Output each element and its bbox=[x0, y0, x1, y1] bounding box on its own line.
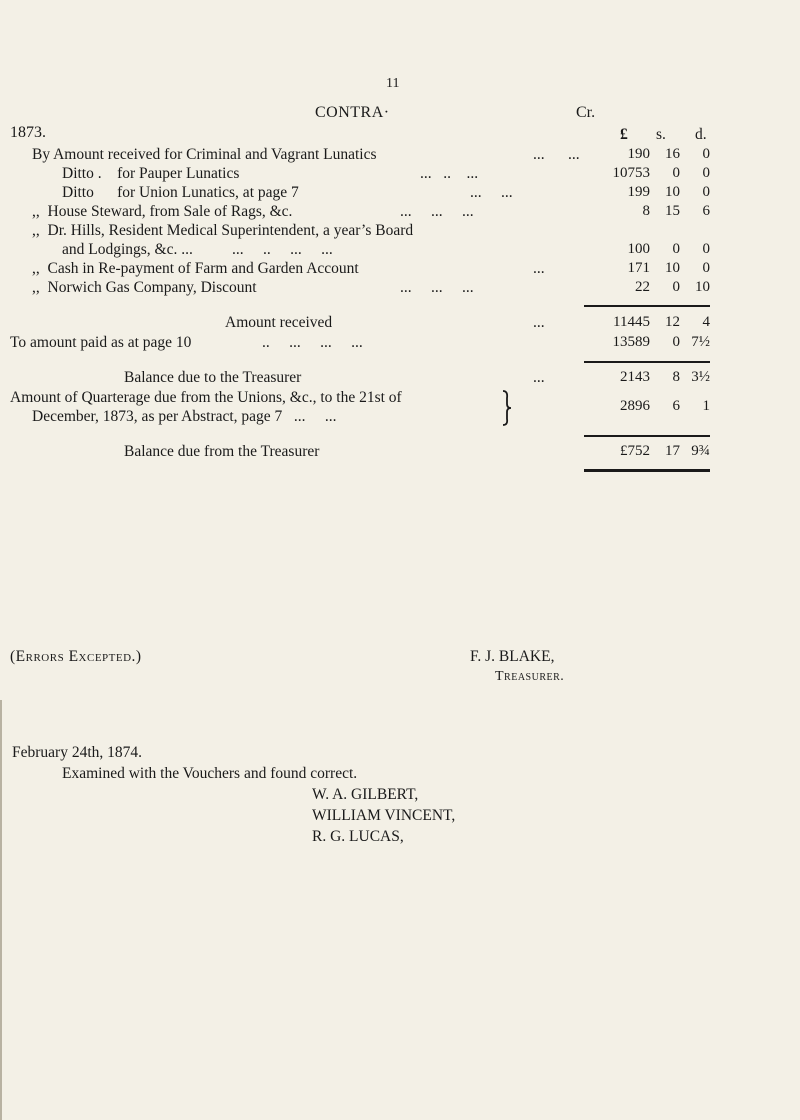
audit-statement: Examined with the Vouchers and found correct. bbox=[62, 765, 358, 782]
amount-paid-shillings: 0 bbox=[672, 334, 680, 350]
entry-dots: ... .. ... ... bbox=[232, 241, 333, 258]
amount-received-dots: ... bbox=[533, 314, 545, 331]
entry-pence: 0 bbox=[702, 146, 710, 162]
quarterage-pence: 1 bbox=[702, 398, 710, 414]
brace-icon bbox=[500, 389, 512, 427]
entry-prefix: ... bbox=[568, 146, 580, 163]
auditor-name: R. G. LUCAS, bbox=[312, 828, 404, 845]
final-rule-top bbox=[584, 435, 710, 437]
amount-received-pounds: 11445 bbox=[613, 314, 650, 330]
entry-text: ,, House Steward, from Sale of Rags, &c. bbox=[32, 203, 293, 220]
signatory-name: F. J. BLAKE, bbox=[470, 648, 555, 665]
entry-pence: 0 bbox=[702, 165, 710, 181]
entry-shillings: 16 bbox=[665, 146, 680, 162]
balance-from-treasurer-pence: 9¾ bbox=[691, 443, 710, 459]
entry-text: By Amount received for Criminal and Vagrant Lunatics bbox=[32, 146, 377, 163]
entry-pounds: 22 bbox=[635, 279, 650, 295]
quarterage-line-2: December, 1873, as per Abstract, page 7 ... ... bbox=[32, 408, 337, 425]
entry-shillings: 0 bbox=[672, 165, 680, 181]
errors-excepted-note: (Errors Excepted.) bbox=[10, 648, 142, 665]
entry-pence: 0 bbox=[702, 260, 710, 276]
entry-shillings: 15 bbox=[665, 203, 680, 219]
entry-pounds: 190 bbox=[627, 146, 650, 162]
entry-pence: 0 bbox=[702, 241, 710, 257]
amount-paid-dots: .. ... ... ... bbox=[262, 334, 363, 351]
signatory-title: Treasurer. bbox=[495, 669, 565, 684]
auditor-name: W. A. GILBERT, bbox=[312, 786, 419, 803]
balance-to-treasurer-dots: ... bbox=[533, 369, 545, 386]
entry-text: ,, Norwich Gas Company, Discount bbox=[32, 279, 257, 296]
entry-dots: ... bbox=[533, 146, 545, 163]
audit-date: February 24th, 1874. bbox=[12, 744, 143, 761]
entry-text: ,, Cash in Re-payment of Farm and Garden Account bbox=[32, 260, 359, 277]
entry-dots: ... .. ... bbox=[420, 165, 479, 182]
amount-paid-label: To amount paid as at page 10 bbox=[10, 334, 192, 351]
credit-heading: Cr. bbox=[576, 104, 596, 121]
entry-pounds: 10753 bbox=[612, 165, 650, 181]
entry-shillings: 10 bbox=[665, 260, 680, 276]
pence-header: d. bbox=[695, 126, 707, 143]
entry-dots: ... ... ... bbox=[400, 203, 474, 220]
entry-shillings: 0 bbox=[672, 279, 680, 295]
entry-pence: 0 bbox=[702, 184, 710, 200]
entry-pounds: 171 bbox=[627, 260, 650, 276]
entry-shillings: 10 bbox=[665, 184, 680, 200]
entry-dots: ... bbox=[533, 260, 545, 277]
quarterage-pounds: 2896 bbox=[620, 398, 650, 414]
entry-dots: ... ... bbox=[470, 184, 513, 201]
entry-pounds: 100 bbox=[627, 241, 650, 257]
page-edge bbox=[0, 700, 2, 1120]
balance-from-treasurer-pounds: £752 bbox=[620, 443, 650, 459]
pounds-header: £ bbox=[620, 126, 628, 143]
amount-paid-pence: 7½ bbox=[691, 334, 710, 350]
balance-from-treasurer-shillings: 17 bbox=[665, 443, 680, 459]
entry-pounds: 8 bbox=[642, 203, 650, 219]
entry-dots: ... ... ... bbox=[400, 279, 474, 296]
entry-text: Ditto . for Pauper Lunatics bbox=[62, 165, 240, 182]
balance-from-treasurer-label: Balance due from the Treasurer bbox=[124, 443, 320, 460]
amount-received-pence: 4 bbox=[702, 314, 710, 330]
entry-text: Ditto for Union Lunatics, at page 7 bbox=[62, 184, 299, 201]
balance-to-treasurer-label: Balance due to the Treasurer bbox=[124, 369, 302, 386]
entry-text: ,, Dr. Hills, Resident Medical Superintendent, a year’s Board bbox=[32, 222, 414, 239]
amount-paid-pounds: 13589 bbox=[612, 334, 650, 350]
page-heading: CONTRA· bbox=[315, 104, 390, 121]
quarterage-line-1: Amount of Quarterage due from the Unions, &c., to the 21st of bbox=[10, 389, 402, 406]
balance-to-treasurer-pounds: 2143 bbox=[620, 369, 650, 385]
total-rule bbox=[584, 305, 710, 307]
entry-pounds: 199 bbox=[627, 184, 650, 200]
entry-pence: 10 bbox=[695, 279, 710, 295]
amount-received-shillings: 12 bbox=[665, 314, 680, 330]
shillings-header: s. bbox=[656, 126, 666, 143]
balance-rule bbox=[584, 361, 710, 363]
entry-pence: 6 bbox=[702, 203, 710, 219]
year-label: 1873. bbox=[10, 124, 46, 141]
amount-received-label: Amount received bbox=[225, 314, 333, 331]
final-rule-bottom bbox=[584, 469, 710, 472]
auditor-name: WILLIAM VINCENT, bbox=[312, 807, 456, 824]
balance-to-treasurer-shillings: 8 bbox=[672, 369, 680, 385]
page-number: 11 bbox=[386, 76, 400, 91]
entry-shillings: 0 bbox=[672, 241, 680, 257]
balance-to-treasurer-pence: 3½ bbox=[691, 369, 710, 385]
entry-text: and Lodgings, &c. ... bbox=[62, 241, 193, 258]
quarterage-shillings: 6 bbox=[672, 398, 680, 414]
